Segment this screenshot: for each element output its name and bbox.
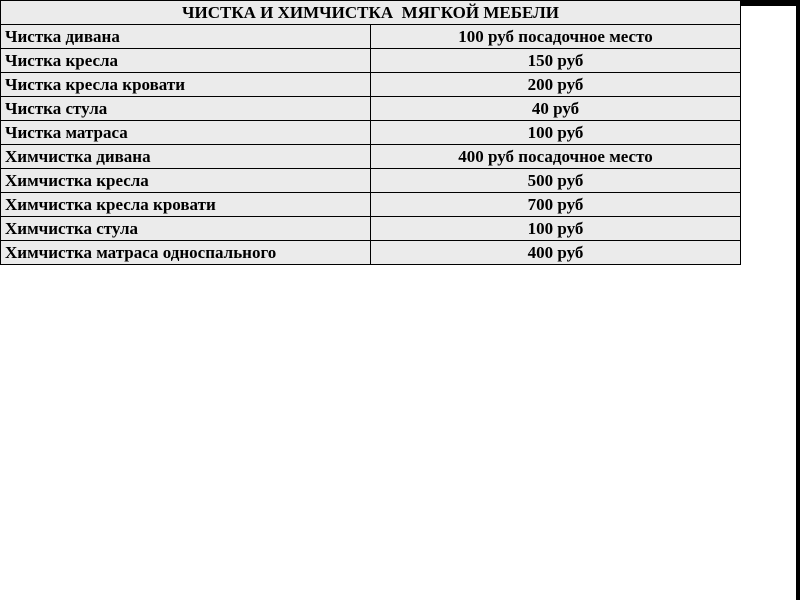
service-name: Химчистка дивана [1,145,371,169]
service-price: 500 руб [371,169,741,193]
service-name: Химчистка матраса односпального [1,241,371,265]
service-name: Химчистка стула [1,217,371,241]
table-row [1,73,741,97]
service-price: 100 руб посадочное место [371,25,741,49]
table-row [1,25,741,49]
top-edge-line [741,0,800,6]
service-name: Чистка матраса [1,121,371,145]
table-row [1,49,741,73]
service-price: 40 руб [371,97,741,121]
service-price: 150 руб [371,49,741,73]
service-name: Чистка стула [1,97,371,121]
service-price: 400 руб [371,241,741,265]
table-title-row [1,1,741,25]
right-edge-line [796,0,800,600]
service-price: 400 руб посадочное место [371,145,741,169]
table-row [1,217,741,241]
service-name: Чистка дивана [1,25,371,49]
table-row [1,241,741,265]
service-price: 100 руб [371,217,741,241]
service-name: Химчистка кресла кровати [1,193,371,217]
service-price: 200 руб [371,73,741,97]
page-edge [741,0,800,600]
table-row [1,169,741,193]
table-row [1,145,741,169]
service-price: 700 руб [371,193,741,217]
price-table [0,0,741,265]
service-name: Химчистка кресла [1,169,371,193]
table-row [1,97,741,121]
table-row [1,193,741,217]
service-name: Чистка кресла кровати [1,73,371,97]
service-price: 100 руб [371,121,741,145]
table-title: ЧИСТКА И ХИМЧИСТКА МЯГКОЙ МЕБЕЛИ [1,1,741,25]
table-row [1,121,741,145]
service-name: Чистка кресла [1,49,371,73]
